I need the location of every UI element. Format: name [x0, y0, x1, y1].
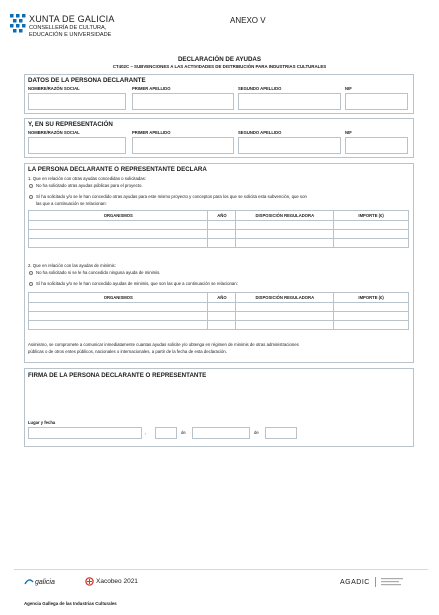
commitment-text2: públicas o de otros entes públicos, nacionales o internacionales, a partir de la fecha de esta declaración. [28, 349, 227, 354]
representative-surname1-label: PRIMER APELLIDO [132, 130, 171, 135]
q1-option2-text1: Sí ha solicitado y/o se le han concedido otras ayudas para este mismo proyecto y conceptos para los que se solicita esta subvención, que son [36, 194, 307, 199]
declarant-name-label: NOMBRE/RAZÓN SOCIAL [28, 86, 80, 91]
agadic-divider [375, 577, 376, 587]
declarant-surname1-label: PRIMER APELLIDO [132, 86, 171, 91]
q1-option1-radio[interactable] [29, 184, 33, 188]
representative-title: Y, EN SU REPRESENTACIÓN [28, 121, 113, 128]
declarant-nif-field[interactable] [345, 93, 408, 110]
q1-option2-radio[interactable] [29, 195, 33, 199]
q2-option2-radio[interactable] [29, 282, 33, 286]
table-header-organisms: ORGANISMOS [29, 211, 208, 221]
table-header-regulation: DISPOSICIÓN REGULADORA [236, 211, 334, 221]
table-row [29, 303, 409, 312]
galicia-logo-text: galicia [35, 578, 55, 586]
xunta-emblem-icon [10, 14, 26, 36]
declarant-nif-label: NIF [345, 86, 352, 91]
table-header-amount: IMPORTE (€) [334, 293, 409, 303]
de-label-1: de [181, 430, 186, 435]
doc-subtitle: CT402C – SUBVENCIONES A LAS ACTIVIDADES DE DISTRIBUCIÓN PARA INDUSTRIAS CULTURALES [112, 64, 327, 69]
representative-nif-field[interactable] [345, 137, 408, 154]
q1-option1-text: No ha solicitado otras ayudas públicas para el proyecto. [36, 183, 143, 188]
declarant-surname2-field[interactable] [238, 93, 341, 110]
declarant-title: DATOS DE LA PERSONA DECLARANTE [28, 77, 146, 84]
day-field[interactable] [155, 427, 177, 439]
table-row [29, 239, 409, 248]
declaration-title: LA PERSONA DECLARANTE O REPRESENTANTE DECLARA [28, 166, 207, 173]
table-header-amount: IMPORTE (€) [334, 211, 409, 221]
galicia-logo [24, 578, 55, 586]
footer-divider [14, 569, 428, 570]
annex-label: ANEXO V [230, 16, 266, 25]
table-row [29, 221, 409, 230]
agadic-logo-text: AGADIC [340, 578, 370, 586]
commitment-text1: Asimismo, se compromete a comunicar inmediatamente cuantas ayudas solicite y/o obtenga en régimen de minimis de otras administraciones [28, 342, 299, 347]
table-header-organisms: ORGANISMOS [29, 293, 208, 303]
xunta-logo-sub1: CONSELLERÍA DE CULTURA, [29, 25, 107, 31]
q2-option2-text: Sí ha solicitado y/o se le han concedido ayudas de minimis, que son las que a continuación se relacionan: [36, 281, 238, 286]
xacobeo-logo-text: Xacobeo 2021 [96, 578, 138, 585]
q2-aid-table [28, 292, 409, 330]
comma-separator: , [145, 430, 147, 435]
declarant-surname2-label: SEGUNDO APELLIDO [238, 86, 282, 91]
q2-option1-radio[interactable] [29, 271, 33, 275]
table-row [29, 230, 409, 239]
xacobeo-logo [85, 577, 138, 586]
signature-section [24, 368, 414, 447]
declarant-name-field[interactable] [28, 93, 126, 110]
declarant-section [24, 74, 414, 114]
place-field[interactable] [28, 427, 142, 439]
agency-name: Agencia Gallega de las Industrias Culturales [24, 601, 117, 606]
q1-option2-text2: las que a continuación se relacionan: [36, 201, 107, 206]
q2-text: 2. Que en relación con las ayudas de minimis: [28, 263, 116, 268]
xacobeo-icon [85, 577, 94, 586]
representative-nif-label: NIF [345, 130, 352, 135]
doc-title: DECLARACIÓN DE AYUDAS [177, 56, 262, 63]
agadic-subtitle-mark-icon [381, 578, 405, 586]
representative-section [24, 118, 414, 158]
table-header-year: AÑO [208, 293, 236, 303]
declaration-section [24, 163, 414, 363]
place-date-label: Lugar y fecha [28, 420, 56, 425]
q1-text: 1. Que en relación con otras ayudas concedidas o solicitadas: [28, 176, 146, 181]
representative-surname2-field[interactable] [238, 137, 341, 154]
month-field[interactable] [192, 427, 250, 439]
xunta-logo-name: XUNTA DE GALICIA [29, 14, 115, 24]
signature-title: FIRMA DE LA PERSONA DECLARANTE O REPRESENTANTE [28, 372, 207, 379]
q1-aid-table [28, 210, 409, 248]
representative-surname2-label: SEGUNDO APELLIDO [238, 130, 282, 135]
representative-name-label: NOMBRE/RAZÓN SOCIAL [28, 130, 80, 135]
declarant-surname1-field[interactable] [132, 93, 234, 110]
table-header-regulation: DISPOSICIÓN REGULADORA [236, 293, 334, 303]
representative-name-field[interactable] [28, 137, 126, 154]
xunta-logo-sub2: EDUCACIÓN E UNIVERSIDADE [29, 32, 112, 38]
agadic-logo [340, 577, 405, 587]
table-row [29, 312, 409, 321]
year-field[interactable] [265, 427, 297, 439]
q2-option1-text: No ha solicitado ni se le ha concedido ninguna ayuda de minimis. [36, 270, 161, 275]
representative-surname1-field[interactable] [132, 137, 234, 154]
galicia-swirl-icon [24, 578, 34, 586]
de-label-2: de [254, 430, 259, 435]
table-row [29, 321, 409, 330]
xunta-logo [10, 14, 26, 36]
table-header-year: AÑO [208, 211, 236, 221]
